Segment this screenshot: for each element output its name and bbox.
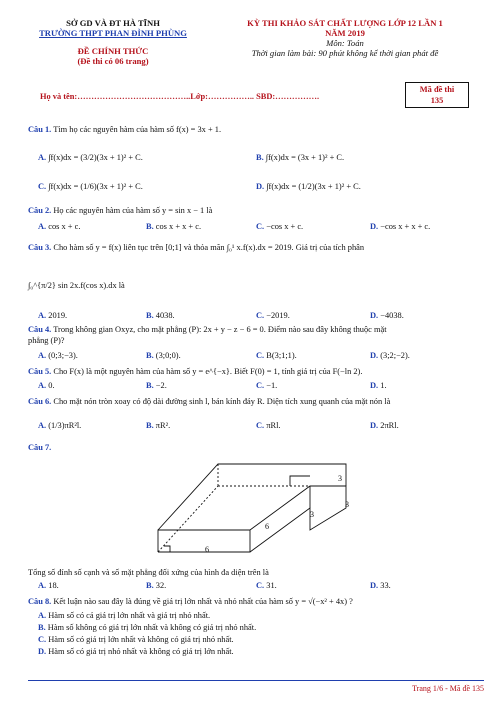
option-letter: B.: [146, 581, 154, 590]
option-letter: A.: [38, 611, 47, 620]
figure-label-3b: 3: [310, 510, 314, 519]
option-c[interactable]: [256, 350, 297, 361]
option-text: 2019.: [48, 311, 68, 320]
option-letter: A.: [38, 581, 47, 590]
option-c[interactable]: [256, 580, 277, 591]
option-letter: A.: [38, 222, 47, 231]
option-a[interactable]: [38, 580, 59, 591]
option-b[interactable]: [146, 310, 175, 321]
option-letter: C.: [256, 311, 265, 320]
option-d[interactable]: [370, 420, 399, 431]
option-letter: A.: [38, 421, 47, 430]
option-c[interactable]: [256, 420, 281, 431]
option-a[interactable]: [38, 310, 67, 321]
figure-label-3a: 3: [338, 474, 342, 483]
question-4-cont: [28, 335, 484, 346]
question-text: Tìm họ các nguyên hàm của hàm số f(x) = 3x + 1.: [53, 125, 222, 134]
question-text-cont: Tổng số đỉnh số cạnh và số mặt phẳng đối xứng của hình đa diện trên là: [28, 568, 269, 577]
header-left: [18, 18, 208, 66]
option-a[interactable]: [38, 350, 78, 361]
option-letter: B.: [146, 421, 154, 430]
option-b[interactable]: [146, 380, 167, 391]
question-5: [28, 366, 484, 377]
option-letter: C.: [256, 581, 265, 590]
option-c[interactable]: [38, 181, 143, 192]
question-text: Cho hàm số y = f(x) liên tục trên [0;1] và thỏa mãn ∫₀¹ x.f(x).dx = 2019. Giá trị của tích phân: [53, 243, 365, 252]
question-label: Câu 8.: [28, 597, 52, 606]
official-label: ĐỀ CHÍNH THỨC: [77, 46, 149, 56]
option-d[interactable]: [370, 310, 404, 321]
question-label: Câu 3.: [28, 243, 52, 252]
option-text: (1/3)πR²l.: [48, 421, 82, 430]
question-2: [28, 205, 484, 216]
option-text: Hàm số có giá trị lớn nhất và không có giá trị nhỏ nhất.: [48, 635, 234, 644]
question-label: Câu 7.: [28, 443, 52, 452]
option-d[interactable]: [370, 380, 387, 391]
option-b[interactable]: [146, 350, 181, 361]
option-letter: C.: [256, 421, 265, 430]
option-letter: D.: [370, 351, 379, 360]
option-b[interactable]: [146, 580, 166, 591]
option-text: (0;3;−3).: [48, 351, 78, 360]
option-letter: D.: [370, 222, 379, 231]
option-text: 0.: [48, 381, 55, 390]
option-b[interactable]: [256, 152, 344, 163]
question-6: [28, 396, 484, 407]
question-text-cont: phẳng (P)?: [28, 336, 65, 345]
polyhedron-figure: [150, 452, 370, 562]
option-text: 18.: [48, 581, 59, 590]
option-text: 33.: [380, 581, 391, 590]
dept-name: SỞ GD VÀ ĐT HÀ TĨNH: [66, 18, 160, 28]
option-a[interactable]: [38, 420, 81, 431]
option-text: −4038.: [380, 311, 404, 320]
option-d[interactable]: [38, 646, 234, 657]
question-7-cont: [28, 567, 484, 578]
option-text: Hàm số không có giá trị lớn nhất và không có giá trị nhỏ nhất.: [47, 623, 257, 632]
option-letter: D.: [370, 381, 379, 390]
option-letter: D.: [370, 421, 379, 430]
option-letter: A.: [38, 381, 47, 390]
exam-code-label: Mã đề thi: [419, 85, 455, 94]
option-text: −1.: [266, 381, 278, 390]
option-text: B(3;1;1).: [266, 351, 297, 360]
option-d[interactable]: [256, 181, 361, 192]
time-label: Thời gian làm bài: 90 phút không kể thời gian phát đề: [251, 48, 439, 58]
option-text: −2019.: [266, 311, 290, 320]
option-letter: A.: [38, 153, 47, 162]
question-3-integral: [28, 280, 484, 291]
option-text: πRl.: [266, 421, 281, 430]
header-right: [205, 18, 485, 58]
option-letter: B.: [146, 311, 154, 320]
student-info-row: Họ và tên:…………………………………..Lớp:…………….. SBD:…………….: [40, 92, 320, 101]
question-3: [28, 242, 484, 253]
option-letter: A.: [38, 311, 47, 320]
question-text-cont: ∫₀^{π/2} sin 2x.f(cos x).dx là: [28, 281, 125, 290]
option-a[interactable]: [38, 610, 210, 621]
option-d[interactable]: [370, 580, 391, 591]
option-letter: B.: [146, 381, 154, 390]
option-text: 31.: [266, 581, 277, 590]
footer-divider: [28, 680, 484, 681]
question-label: Câu 5.: [28, 367, 52, 376]
option-a[interactable]: [38, 152, 143, 163]
option-d[interactable]: [370, 350, 410, 361]
option-letter: B.: [38, 623, 46, 632]
question-text: Trong không gian Oxyz, cho mặt phẳng (P): 2x + y − z − 6 = 0. Điểm nào sau đây không thuộc mặt: [53, 325, 387, 334]
exam-code-value: 135: [430, 96, 444, 105]
option-a[interactable]: [38, 380, 55, 391]
option-text: 32.: [155, 581, 167, 590]
option-text: −2.: [155, 381, 167, 390]
option-b[interactable]: [38, 622, 256, 633]
option-text: ∫f(x)dx = (3x + 1)² + C.: [265, 153, 345, 162]
question-label: Câu 2.: [28, 206, 52, 215]
option-text: −cos x + c.: [266, 222, 304, 231]
option-letter: B.: [146, 222, 154, 231]
option-letter: C.: [256, 381, 265, 390]
option-letter: D.: [38, 647, 47, 656]
option-letter: C.: [38, 182, 47, 191]
figure-label-6a: 6: [265, 522, 269, 531]
option-text: Hàm số có giá trị nhỏ nhất và không có giá trị lớn nhất.: [48, 647, 234, 656]
option-c[interactable]: [256, 380, 277, 391]
option-text: 1.: [380, 381, 387, 390]
option-letter: C.: [38, 635, 47, 644]
figure-label-3c: 3: [345, 500, 349, 509]
question-text: Cho mặt nón tròn xoay có độ dài đường sinh l, bán kính đáy R. Diện tích xung quanh của mặt nón là: [53, 397, 391, 406]
option-text: cos x + c.: [48, 222, 81, 231]
question-8: [28, 596, 484, 607]
option-letter: B.: [146, 351, 154, 360]
option-c[interactable]: [256, 221, 303, 232]
school-name: TRƯỜNG THPT PHAN ĐÌNH PHÙNG: [39, 28, 187, 38]
question-text: Cho F(x) là một nguyên hàm của hàm số y = e^{−x}. Biết F(0) = 1, tính giá trị của F(−ln 2).: [53, 367, 363, 376]
option-letter: C.: [256, 351, 265, 360]
subject-label: Môn: Toán: [326, 38, 364, 48]
option-text: 4038.: [155, 311, 175, 320]
option-c[interactable]: [38, 634, 234, 645]
option-letter: D.: [370, 311, 379, 320]
option-c[interactable]: [256, 310, 290, 321]
pages-label: (Đề thi có 06 trang): [77, 56, 149, 66]
page-footer: Trang 1/6 - Mã đề 135: [412, 684, 484, 693]
exam-year: NĂM 2019: [325, 28, 365, 38]
option-text: πR².: [155, 421, 171, 430]
exam-code-box: [405, 82, 469, 108]
figure-label-6b: 6: [205, 545, 209, 554]
option-letter: D.: [256, 182, 265, 191]
question-text: Họ các nguyên hàm của hàm số y = sin x − 1 là: [53, 206, 213, 215]
question-1: [28, 124, 484, 135]
option-text: (3;0;0).: [155, 351, 181, 360]
question-label: Câu 1.: [28, 125, 52, 134]
question-label: Câu 4.: [28, 325, 52, 334]
option-letter: B.: [256, 153, 264, 162]
option-letter: D.: [370, 581, 379, 590]
option-text: ∫f(x)dx = (3/2)(3x + 1)² + C.: [48, 153, 143, 162]
option-text: (3;2;−2).: [380, 351, 410, 360]
exam-title: KỲ THI KHẢO SÁT CHẤT LƯỢNG LỚP 12 LẦN 1: [247, 18, 443, 28]
option-text: −cos x + x + c.: [380, 222, 431, 231]
option-text: cos x + x + c.: [155, 222, 202, 231]
option-letter: A.: [38, 351, 47, 360]
question-4: [28, 324, 484, 335]
option-b[interactable]: [146, 221, 201, 232]
option-letter: C.: [256, 222, 265, 231]
option-b[interactable]: [146, 420, 170, 431]
option-text: ∫f(x)dx = (1/2)(3x + 1)² + C.: [266, 182, 361, 191]
option-a[interactable]: [38, 221, 80, 232]
option-d[interactable]: [370, 221, 430, 232]
option-text: ∫f(x)dx = (1/6)(3x + 1)² + C.: [48, 182, 143, 191]
option-text: 2πRl.: [380, 421, 399, 430]
question-label: Câu 6.: [28, 397, 52, 406]
option-text: Hàm số có cả giá trị lớn nhất và giá trị nhỏ nhất.: [48, 611, 211, 620]
question-text: Kết luận nào sau đây là đúng về giá trị lớn nhất và nhỏ nhất của hàm số y = √(−x² + 4x) ?: [53, 597, 353, 606]
